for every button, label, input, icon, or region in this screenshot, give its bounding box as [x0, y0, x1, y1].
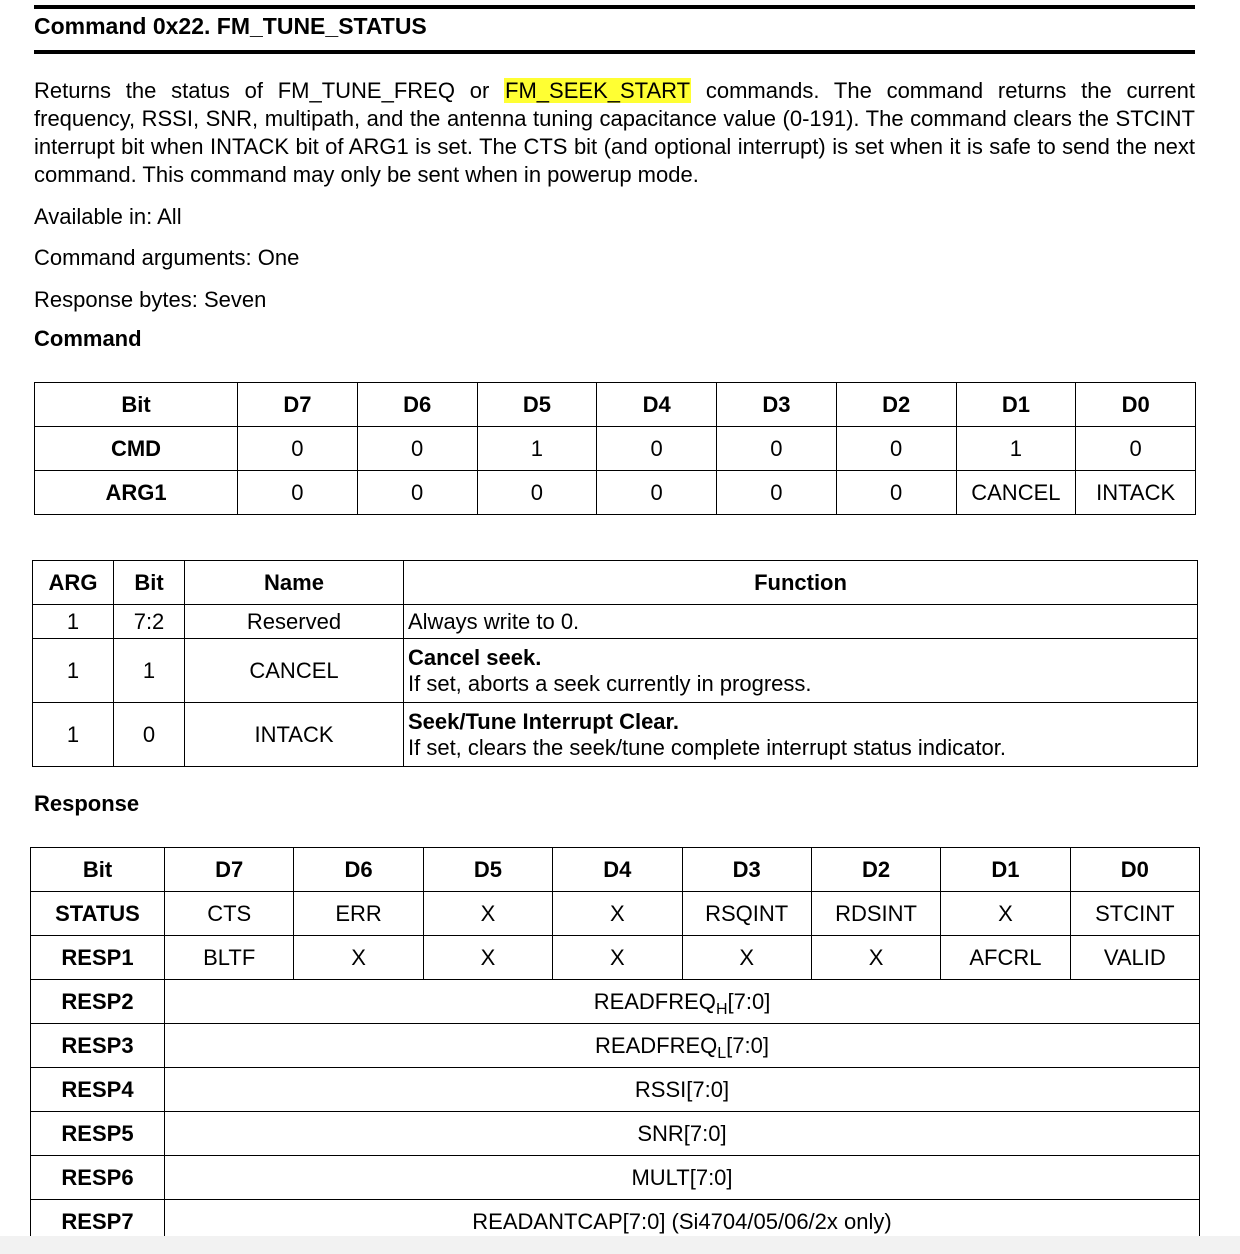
table-row — [33, 605, 1198, 639]
field-name: READFREQ — [593, 988, 716, 1014]
table-cell: 0 — [357, 427, 477, 471]
header-cell: D2 — [811, 848, 940, 892]
response-header-row — [31, 848, 1200, 892]
header-cell: D0 — [1076, 383, 1196, 427]
table-cell: X — [553, 936, 682, 980]
row-label: CMD — [35, 427, 238, 471]
field-subscript: L — [717, 1044, 727, 1062]
row-label: RESP2 — [31, 980, 165, 1024]
table-cell: 1 — [114, 639, 185, 703]
table-cell: 0 — [836, 471, 956, 515]
table-cell: READANTCAP[7:0] (Si4704/05/06/2x only) — [165, 1200, 1200, 1244]
para-pre: Returns the status of FM_TUNE_FREQ or — [34, 78, 505, 103]
table-cell: 0 — [597, 471, 717, 515]
function-cell — [404, 605, 1198, 639]
function-cell — [404, 703, 1198, 767]
table-cell: 0 — [1076, 427, 1196, 471]
header-cell: D1 — [941, 848, 1070, 892]
table-cell: 0 — [717, 471, 837, 515]
header-cell: Bit — [31, 848, 165, 892]
header-cell: D4 — [597, 383, 717, 427]
table-cell: 7:2 — [114, 605, 185, 639]
header-cell: D4 — [553, 848, 682, 892]
field-range: [7:0] — [727, 988, 771, 1014]
row-label: STATUS — [31, 892, 165, 936]
header-cell: D2 — [836, 383, 956, 427]
table-cell: X — [423, 892, 552, 936]
table-cell: MULT[7:0] — [165, 1156, 1200, 1200]
table-row — [31, 1112, 1200, 1156]
table-row — [31, 980, 1200, 1024]
row-label: RESP6 — [31, 1156, 165, 1200]
function-title: Seek/Tune Interrupt Clear. — [408, 708, 680, 734]
table-cell: VALID — [1070, 936, 1199, 980]
table-cell: 1 — [956, 427, 1076, 471]
table-cell — [165, 1024, 1200, 1068]
row-label: RESP4 — [31, 1068, 165, 1112]
table-cell: X — [682, 936, 811, 980]
header-cell: Function — [404, 561, 1198, 605]
table-cell: RSQINT — [682, 892, 811, 936]
header-cell: D5 — [477, 383, 597, 427]
table-row — [33, 639, 1198, 703]
para-post: commands. The command returns the current frequency, RSSI, SNR, multipath, and the antenna tuning capacitance value (0-191). The command clears the STCINT interrupt bit when INTACK bit of ARG1 is set. The CTS bit (and optional interrupt) is set when it is safe to send the next command. This command may only be sent when in powerup mode. — [34, 78, 1195, 187]
row-label: RESP1 — [31, 936, 165, 980]
function-text: If set, aborts a seek currently in progress. — [408, 670, 812, 696]
header-cell: D7 — [238, 383, 358, 427]
response-table — [30, 847, 1200, 1244]
table-row — [33, 703, 1198, 767]
table-cell: CANCEL — [185, 639, 404, 703]
header-cell: D6 — [357, 383, 477, 427]
table-cell: X — [553, 892, 682, 936]
header-cell: D0 — [1070, 848, 1199, 892]
table-row — [35, 471, 1196, 515]
header-cell: D1 — [956, 383, 1076, 427]
table-cell: STCINT — [1070, 892, 1199, 936]
field-range: [7:0] — [726, 1032, 769, 1058]
header-cell: D6 — [294, 848, 423, 892]
table-cell: 1 — [33, 639, 114, 703]
table-cell: 0 — [238, 427, 358, 471]
command-table — [34, 382, 1196, 515]
table-cell: CANCEL — [956, 471, 1076, 515]
command-heading: Command — [34, 326, 142, 351]
header-cell: Bit — [35, 383, 238, 427]
row-label: RESP5 — [31, 1112, 165, 1156]
table-cell: INTACK — [185, 703, 404, 767]
top-rule — [34, 5, 1195, 9]
table-cell: X — [811, 936, 940, 980]
command-arguments: Command arguments: One — [34, 245, 300, 270]
field-name: READFREQ — [595, 1032, 718, 1058]
table-row — [31, 1068, 1200, 1112]
description-paragraph — [34, 77, 1195, 189]
command-title: Command 0x22. FM_TUNE_STATUS — [34, 13, 427, 39]
table-cell: X — [423, 936, 552, 980]
table-cell: BLTF — [165, 936, 294, 980]
highlighted-command: FM_SEEK_START — [505, 78, 691, 103]
available-in: Available in: All — [34, 204, 182, 229]
table-cell: 0 — [114, 703, 185, 767]
table-cell: INTACK — [1076, 471, 1196, 515]
argument-table — [32, 560, 1198, 767]
table-cell: Reserved — [185, 605, 404, 639]
table-cell: ERR — [294, 892, 423, 936]
table-cell: RSSI[7:0] — [165, 1068, 1200, 1112]
table-cell: 0 — [717, 427, 837, 471]
function-text: If set, clears the seek/tune complete interrupt status indicator. — [408, 734, 1006, 760]
table-row — [35, 427, 1196, 471]
title-underline — [34, 50, 1195, 54]
header-cell: D3 — [717, 383, 837, 427]
header-cell: ARG — [33, 561, 114, 605]
header-cell: Name — [185, 561, 404, 605]
table-cell: X — [941, 892, 1070, 936]
argument-header-row — [33, 561, 1198, 605]
response-heading: Response — [34, 791, 140, 816]
table-cell: 0 — [357, 471, 477, 515]
function-cell — [404, 639, 1198, 703]
row-label: RESP7 — [31, 1200, 165, 1244]
header-cell: D3 — [682, 848, 811, 892]
table-row — [31, 936, 1200, 980]
table-cell: 0 — [238, 471, 358, 515]
table-row — [31, 1156, 1200, 1200]
table-row — [31, 892, 1200, 936]
response-bytes: Response bytes: Seven — [34, 287, 267, 312]
row-label: RESP3 — [31, 1024, 165, 1068]
header-cell: D5 — [423, 848, 552, 892]
field-subscript: H — [715, 1000, 728, 1018]
table-cell: CTS — [165, 892, 294, 936]
table-row — [31, 1024, 1200, 1068]
table-cell: 1 — [477, 427, 597, 471]
function-text: Always write to 0. — [408, 608, 580, 634]
function-title: Cancel seek. — [408, 644, 542, 670]
table-cell — [165, 980, 1200, 1024]
header-cell: D7 — [165, 848, 294, 892]
table-cell: 1 — [33, 605, 114, 639]
table-cell: SNR[7:0] — [165, 1112, 1200, 1156]
table-cell: 0 — [836, 427, 956, 471]
table-cell: 0 — [597, 427, 717, 471]
command-header-row — [35, 383, 1196, 427]
table-cell: 0 — [477, 471, 597, 515]
table-cell: X — [294, 936, 423, 980]
header-cell: Bit — [114, 561, 185, 605]
table-cell: AFCRL — [941, 936, 1070, 980]
bottom-edge — [0, 1236, 1240, 1254]
table-cell: RDSINT — [811, 892, 940, 936]
row-label: ARG1 — [35, 471, 238, 515]
table-cell: 1 — [33, 703, 114, 767]
